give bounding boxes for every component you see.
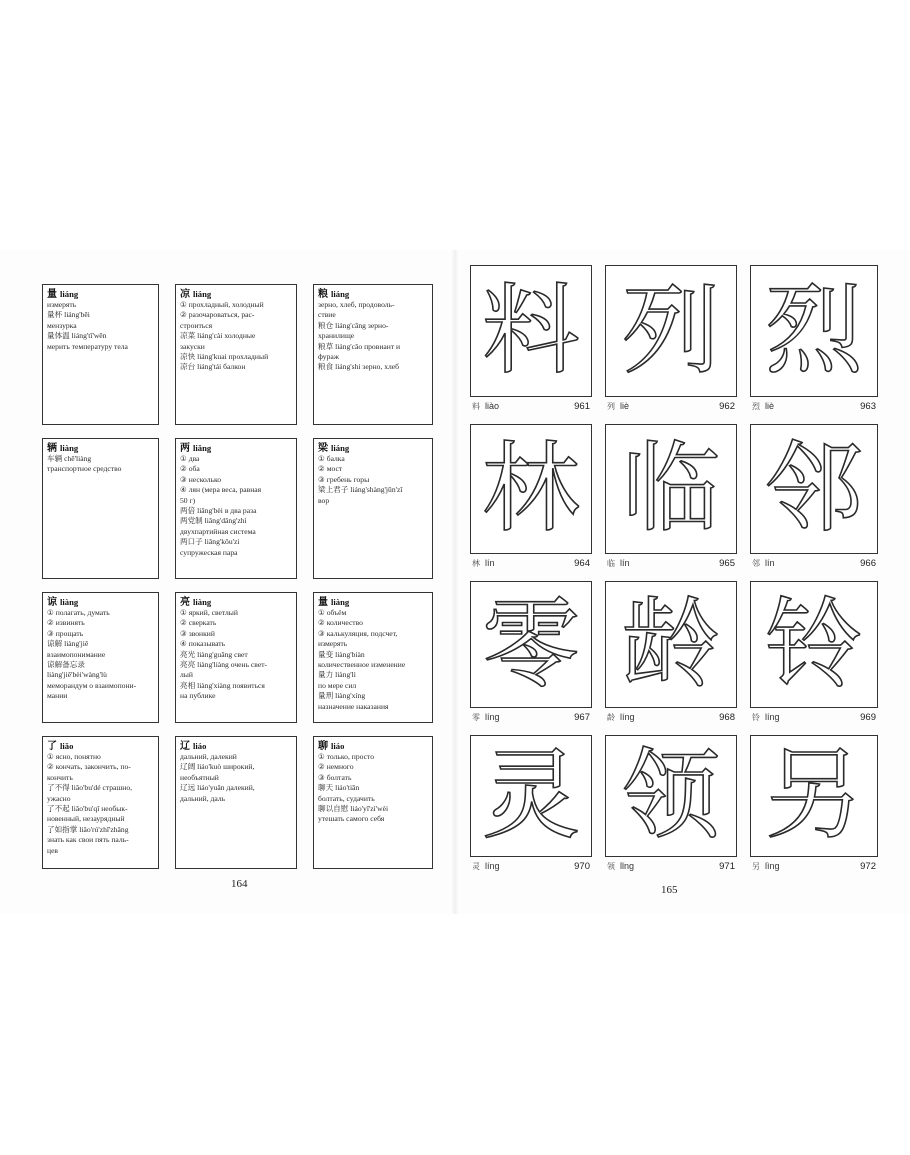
- card-line: ② количество: [318, 618, 363, 628]
- card-line: зерно, хлеб, продоволь-: [318, 300, 395, 309]
- card-line: ① балка: [318, 454, 345, 463]
- card-line: 亮相 liàng'xiàng появиться: [180, 680, 265, 690]
- card-line: лый: [180, 670, 193, 680]
- entry-number: 963: [860, 400, 876, 412]
- character-box: [605, 735, 737, 857]
- card-line: 谅解 liàng'jiě: [47, 639, 89, 649]
- character-label: [470, 554, 592, 572]
- label-character: 龄: [607, 712, 615, 722]
- card-line: ③ болтать: [318, 772, 352, 782]
- card-heading: [318, 289, 428, 300]
- card-line: 谅解备忘录: [47, 660, 85, 670]
- dictionary-card: [313, 736, 433, 869]
- label-pinyin: liè: [620, 401, 630, 411]
- card-line: фураж: [318, 352, 339, 362]
- card-character: 辆: [47, 443, 57, 454]
- large-character: 另: [764, 739, 863, 853]
- card-line: хранилище: [318, 331, 355, 341]
- card-line: 辽远 liáo'yuǎn далекий,: [180, 783, 255, 793]
- card-character: 亮: [180, 597, 190, 608]
- character-label: [470, 857, 592, 875]
- card-line: измерять: [47, 300, 77, 309]
- card-heading: [47, 289, 154, 300]
- card-pinyin: liàng: [60, 597, 79, 607]
- card-heading: [318, 443, 428, 454]
- character-box: [750, 265, 878, 397]
- character-label: [750, 708, 878, 726]
- card-line: вор: [318, 495, 330, 505]
- label-pinyin: lín: [485, 558, 495, 568]
- card-pinyin: liàng: [193, 597, 212, 607]
- card-line: ② разочароваться, рас-: [180, 310, 255, 320]
- character-entry: [605, 424, 737, 572]
- card-line: утешать самого себя: [318, 814, 385, 824]
- page-number-left: 164: [231, 878, 248, 890]
- character-box: [605, 265, 737, 397]
- card-heading: [318, 741, 428, 752]
- card-line: кончить: [47, 772, 73, 782]
- card-line: 凉快 liáng'kuai прохладный: [180, 352, 269, 362]
- card-pinyin: liáo: [331, 741, 345, 751]
- card-line: 量刑 liàng'xíng: [318, 691, 366, 701]
- card-heading: [47, 741, 154, 752]
- entry-number: 966: [860, 557, 876, 569]
- card-line: 辽阔 liáo'kuò широкий,: [180, 762, 255, 772]
- card-line: количественное изменение: [318, 660, 406, 670]
- large-character: 林: [481, 432, 580, 546]
- character-label: [605, 554, 737, 572]
- character-entry: [470, 735, 592, 875]
- label-character: 领: [607, 861, 615, 871]
- label-character: 列: [607, 401, 615, 411]
- card-line: назначение наказания: [318, 701, 389, 711]
- card-line: 量杯 liáng'bēi: [47, 310, 90, 320]
- card-line: ① полагать, думать: [47, 608, 110, 617]
- card-line: 凉台 liáng'tái балкон: [180, 362, 246, 372]
- card-line: ② немного: [318, 762, 354, 772]
- card-line: 了如指掌 liǎo'rú'zhǐ'zhǎng: [47, 824, 129, 834]
- card-line: цев: [47, 845, 59, 855]
- card-line: 亮光 liàng'guāng свет: [180, 649, 248, 659]
- label-pinyin: líng: [620, 712, 635, 722]
- character-entry: [605, 265, 737, 415]
- card-line: супружеская пара: [180, 547, 238, 557]
- label-pinyin: liào: [485, 401, 500, 411]
- label-pinyin: liè: [765, 401, 775, 411]
- card-pinyin: liáng: [331, 289, 350, 299]
- card-line: взаимопонимание: [47, 649, 106, 659]
- card-pinyin: liáng: [331, 443, 350, 453]
- entry-number: 972: [860, 860, 876, 872]
- card-line: 50 г): [180, 495, 196, 505]
- character-label: [605, 708, 737, 726]
- label-character: 料: [472, 401, 480, 411]
- card-line: транспортное средство: [47, 464, 122, 474]
- character-label: [605, 397, 737, 415]
- card-line: 了不起 liǎo'bu'qǐ необык-: [47, 804, 128, 814]
- character-box: [470, 581, 592, 708]
- dictionary-card: [313, 438, 433, 579]
- dictionary-card: [175, 736, 297, 869]
- label-character: 灵: [472, 861, 480, 871]
- character-box: [605, 581, 737, 708]
- card-line: 粮仓 liáng'cāng зерно-: [318, 320, 389, 330]
- card-line: 两口子 liǎng'kǒu'zi: [180, 537, 240, 547]
- entry-number: 968: [719, 711, 735, 723]
- card-character: 凉: [180, 289, 190, 300]
- card-heading: [180, 443, 292, 454]
- character-entry: [470, 265, 592, 415]
- card-line: ствие: [318, 310, 336, 320]
- label-character: 零: [472, 712, 480, 722]
- card-line: ① объём: [318, 608, 347, 617]
- dictionary-card: [42, 284, 159, 425]
- card-line: ④ лян (мера веса, равная: [180, 485, 262, 495]
- card-heading: [180, 597, 292, 608]
- character-entry: [605, 735, 737, 875]
- dictionary-card: [175, 284, 297, 425]
- page-number-right: 165: [661, 884, 678, 896]
- card-heading: [180, 289, 292, 300]
- card-line: ② извинять: [47, 618, 85, 628]
- large-character: 零: [481, 587, 580, 702]
- card-line: 梁上君子 liáng'shàng'jūn'zǐ: [318, 485, 403, 495]
- card-line: 量体温 liáng'tǐ'wēn: [47, 331, 107, 341]
- card-character: 梁: [318, 443, 328, 454]
- character-grid: [470, 265, 878, 875]
- card-line: 了不得 liǎo'bu'dé страшно,: [47, 783, 133, 793]
- card-line: 两党制 liǎng'dǎng'zhì: [180, 516, 247, 526]
- card-heading: [47, 443, 154, 454]
- card-line: ① только, просто: [318, 752, 375, 761]
- label-character: 铃: [752, 712, 760, 722]
- character-label: [605, 857, 737, 875]
- card-line: 亮亮 liàng'liàng очень свет-: [180, 660, 268, 670]
- label-pinyin: lín: [620, 558, 630, 568]
- card-line: ① два: [180, 454, 200, 463]
- card-character: 了: [47, 741, 57, 752]
- card-line: мании: [47, 691, 68, 701]
- label-pinyin: lìng: [765, 861, 780, 871]
- card-line: измерять: [318, 639, 348, 649]
- card-line: ① ясно, понятно: [47, 752, 101, 761]
- label-pinyin: líng: [765, 712, 780, 722]
- card-character: 量: [47, 289, 57, 300]
- card-line: ③ звонкий: [180, 628, 215, 638]
- card-pinyin: liàng: [60, 443, 79, 453]
- entry-number: 969: [860, 711, 876, 723]
- large-character: 铃: [764, 587, 863, 702]
- label-character: 林: [472, 558, 480, 568]
- left-page: [0, 250, 455, 914]
- card-line: ④ показывать: [180, 639, 226, 649]
- character-entry: [470, 581, 592, 726]
- card-line: ② мост: [318, 464, 343, 474]
- card-pinyin: liǎng: [193, 443, 212, 453]
- card-line: дальний, далекий: [180, 752, 237, 761]
- card-heading: [180, 741, 292, 752]
- card-line: двухпартийная система: [180, 526, 256, 536]
- card-heading: [318, 597, 428, 608]
- dictionary-card: [175, 592, 297, 723]
- card-line: 凉菜 liáng'cài холодные: [180, 331, 256, 341]
- large-character: 邻: [764, 432, 863, 546]
- character-entry: [470, 424, 592, 572]
- card-character: 粮: [318, 289, 328, 300]
- dictionary-card: [313, 592, 433, 723]
- character-box: [750, 424, 878, 554]
- character-entry: [750, 735, 878, 875]
- entry-number: 965: [719, 557, 735, 569]
- card-heading: [47, 597, 154, 608]
- label-character: 另: [752, 861, 760, 871]
- card-pinyin: liáng: [193, 289, 212, 299]
- large-character: 烈: [764, 274, 863, 388]
- card-line: мензурка: [47, 320, 77, 330]
- character-label: [470, 708, 592, 726]
- card-line: строиться: [180, 320, 213, 330]
- card-line: 粮草 liáng'cǎo провиант и: [318, 341, 401, 351]
- character-box: [470, 265, 592, 397]
- large-character: 龄: [621, 587, 720, 702]
- character-entry: [750, 424, 878, 572]
- card-line: 两倍 liǎng'bèi в два раза: [180, 506, 257, 516]
- label-pinyin: lín: [765, 558, 775, 568]
- character-entry: [750, 265, 878, 415]
- card-line: меморандум о взаимопони-: [47, 680, 137, 690]
- character-box: [750, 735, 878, 857]
- card-character: 谅: [47, 597, 57, 608]
- card-line: ③ прощать: [47, 628, 84, 638]
- card-line: 粮食 liáng'shi зерно, хлеб: [318, 362, 400, 372]
- card-line: закуски: [180, 341, 205, 351]
- card-character: 辽: [180, 741, 190, 752]
- card-line: ③ калькуляция, подсчет,: [318, 628, 398, 638]
- card-line: 量变 liàng'biàn: [318, 649, 365, 659]
- card-pinyin: liáo: [193, 741, 207, 751]
- character-label: [750, 554, 878, 572]
- card-line: ① яркий, светлый: [180, 608, 238, 617]
- card-line: ③ несколько: [180, 474, 222, 484]
- card-line: знать как свои пять паль-: [47, 835, 129, 845]
- card-line: на публике: [180, 691, 216, 701]
- large-character: 料: [481, 274, 580, 388]
- card-line: ① прохладный, холодный: [180, 300, 264, 309]
- dictionary-card: [42, 736, 159, 869]
- dictionary-card: [175, 438, 297, 579]
- entry-number: 962: [719, 400, 735, 412]
- entry-number: 961: [574, 400, 590, 412]
- entry-number: 971: [719, 860, 735, 872]
- dictionary-card: [313, 284, 433, 425]
- large-character: 领: [621, 739, 720, 853]
- dictionary-cards: [42, 284, 433, 869]
- dictionary-card: [42, 592, 159, 723]
- character-label: [750, 857, 878, 875]
- card-line: liàng'jiě'bèi'wàng'lù: [47, 670, 107, 680]
- label-pinyin: lǐng: [620, 861, 635, 871]
- card-line: ② кончать, закончить, по-: [47, 762, 131, 772]
- card-line: дальний, даль: [180, 793, 226, 803]
- label-character: 烈: [752, 401, 760, 411]
- large-character: 临: [621, 432, 720, 546]
- right-page: [455, 250, 910, 914]
- card-line: ② оба: [180, 464, 200, 474]
- card-line: ужасно: [47, 793, 71, 803]
- label-character: 临: [607, 558, 615, 568]
- card-line: необъятный: [180, 772, 219, 782]
- character-box: [470, 424, 592, 554]
- card-line: мерить температуру тела: [47, 341, 128, 351]
- card-pinyin: liàng: [331, 597, 350, 607]
- entry-number: 964: [574, 557, 590, 569]
- card-line: 聊天 liáo'tiān: [318, 783, 360, 793]
- card-character: 两: [180, 443, 190, 454]
- card-line: новенный, незаурядный: [47, 814, 125, 824]
- label-character: 邻: [752, 558, 760, 568]
- character-box: [470, 735, 592, 857]
- card-line: ② сверкать: [180, 618, 217, 628]
- card-pinyin: liáng: [60, 289, 79, 299]
- character-entry: [605, 581, 737, 726]
- card-line: болтать, судачить: [318, 793, 375, 803]
- dictionary-card: [42, 438, 159, 579]
- character-box: [750, 581, 878, 708]
- character-label: [750, 397, 878, 415]
- card-character: 量: [318, 597, 328, 608]
- card-character: 聊: [318, 741, 328, 752]
- label-pinyin: líng: [485, 861, 500, 871]
- book-spread: [0, 250, 910, 914]
- character-label: [470, 397, 592, 415]
- entry-number: 970: [574, 860, 590, 872]
- card-line: ③ гребень горы: [318, 474, 370, 484]
- card-line: 车辆 chē'liàng: [47, 454, 92, 463]
- entry-number: 967: [574, 711, 590, 723]
- label-pinyin: líng: [485, 712, 500, 722]
- card-line: 聊以自慰 liáo'yǐ'zì'wèi: [318, 804, 389, 814]
- card-line: по мере сил: [318, 680, 357, 690]
- character-box: [605, 424, 737, 554]
- large-character: 列: [621, 274, 720, 388]
- character-entry: [750, 581, 878, 726]
- large-character: 灵: [481, 739, 580, 853]
- card-pinyin: liǎo: [60, 741, 74, 751]
- card-line: 量力 liàng'lì: [318, 670, 356, 680]
